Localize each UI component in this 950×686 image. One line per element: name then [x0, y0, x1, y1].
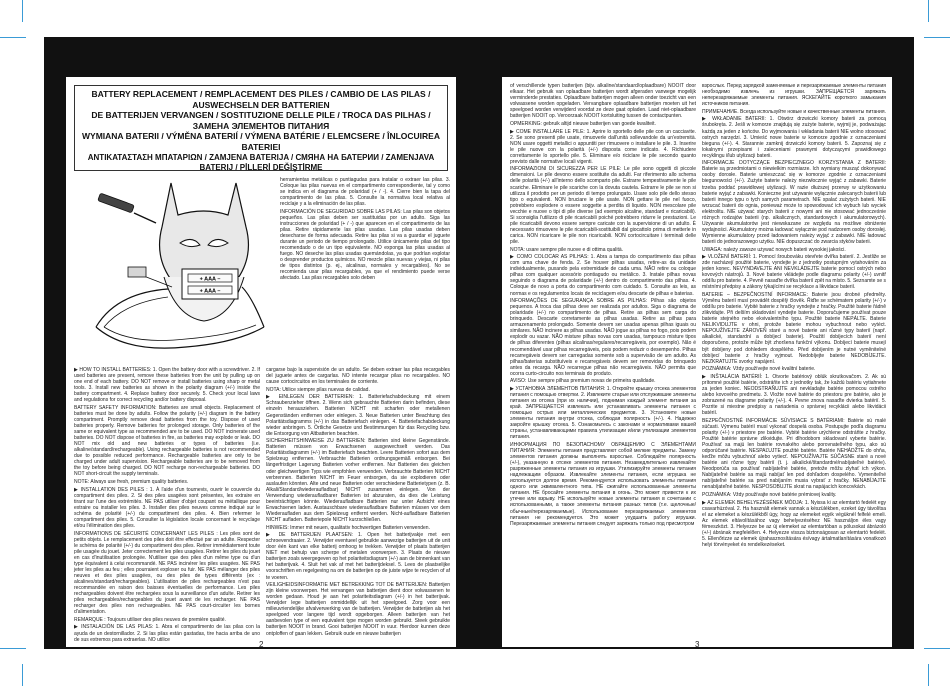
manual-spread: [44, 37, 914, 649]
paragraph: ▶ WKŁADANIE BATERII: 1. Otwórz drzwiczki komory baterii za pomocą śrubokręta. 2. Jeśli w komorze znajdują się zużyte baterie, wyjmij je, podważając każdą za jeden z końców. Do wyjmowania i wkładania baterii NIE wolno stosować ostrych narzędzi. 3. Umieść nowe baterie w komorze zgodnie z oznaczeniami bieguna (+/-). 4. Starannie zamknij drzwiczki komory baterii. 5. Zapoznaj się z lokalnymi przepisami i zaleceniami prawnymi dotyczącymi prawidłowego recyklingu i/lub utylizacji baterii.: [702, 116, 886, 159]
paragraph: herramientas metálicas o puntiagudas para instalar o extraer las pilas. 3. Coloque las pilas nuevas en el compartimento correspondiente, tal y como se indica en el diagrama de polaridad (+ / -). 4. Cierre bien la tapa del compartimento de las pilas. 5. Consulte la normativa local relativa al reciclaje y a la eliminación de las pilas.: [280, 177, 450, 208]
crop-mark: [0, 37, 26, 38]
text-column-2: [266, 367, 450, 639]
paragraph: NOTA: usare sempre pile nuove e di ottima qualità.: [510, 246, 624, 253]
paragraph: OPMERKING: gebruik altijd nieuwe batterijen van goede kwaliteit.: [510, 120, 656, 127]
text-column-1: [74, 367, 260, 643]
right-page: [502, 77, 892, 647]
paragraph: INFORMAÇÕES DE SEGURANÇA SOBRE AS PILHAS: Pilhas são objetos pequenos. A troca das pilhas deve ser realizada por adultos. Siga o diagrama de polaridade (+/-) no compartimento de pilhas. Retire as pilhas sem carga do brinquedo. Descarte corretamente as pilhas usadas. Retire as pilhas para armazenamento prolongado. Somente devem ser usadas apenas pilhas iguais ou similares. NÃO incinere as pilhas usadas. NÃO jogue as pilhas no fogo, pois podem explodir ou vazar. NÃO misture pilhas novas com usadas, tampouco misture tipos de pilhas diferentes (pilhas alcalinas/regulares/recarregáveis, por exemplo). Não é recomendável usar pilhas recarregáveis, pois podem reduzir o desempenho. Pilhas recarregáveis devem ser carregadas somente sob a supervisão de um adulto. As pilhas/baterias substituíveis e recarregáveis devem ser removidas do brinquedo antes da recarga. NÃO recarregue pilhas não recarregáveis. NÃO permita que ocorra curto-circuito nos terminais do produto.: [510, 298, 696, 377]
crop-mark: [928, 664, 929, 686]
paragraph: INFORMACJE DOTYCZĄCE BEZPIECZNEGO KORZYSTANIA Z BATERII: Baterie są przedmiotami o niewielkim rozmiarze. Ich wymiany musząć dokonywać osoby dorosłe. Baterie umieszczać się w komorze zgodnie z oznaczeniami biegunowości (+/-). Zużyte baterie należy niezwłocznie wyjąć z zabawki. Baterie trzeba poddać prawidłowej utylizacji. W razie dłuższej przerwy w użytkowaniu baterie wyjąć z zabawki. Konieczne jest używanie wyłącznie zalecanych baterii lub baterii innego typu o tych samych parametrach. NIE spalać zużytych baterii. NIE wrzucać baterii do ognia, ponieważ może to spowodować ich wybuch lub wyciek elektrolitu. NIE używać starych baterii z nowymi ani nie stosować jednocześnie różnych rodzajów baterii (np. alkalicznych, standardowych i akumulatorowych). Używanie akumulatorów jest niewskazane ze względu na możliwe obniżenie wydajności. Akumulatory można ładować wyłącznie pod nadzorem osoby dorosłej. Wymienne akumulatory przed ładowaniem należy wyjąć z zabawki. NIE ładować baterii do jednorazowego użytku. NIE dopuszczać do zwarcia styków baterii.: [702, 160, 886, 245]
text-column-top-right: [280, 177, 450, 367]
paragraph: REMARQUE : Toujours utiliser des piles neuves de première qualité.: [74, 616, 226, 623]
paragraph: ▶ УСТАНОВКА ЭЛЕМЕНТОВ ПИТАНИЯ: 1. Откройте крышку отсека элементов питания с помощью отвертки. 2. Извлеките старые или отслужившие элементы питания из отсека (при их наличии), поднимая каждый элемент питания за край. ЗАПРЕЩАЕТСЯ извлекать или устанавливать элементы питания с помощью острых или металлических предметов. 3. Установите новые элементы питания внутри отсека, соблюдая полярность (+/-). 4. Надежно закройте крышку отсека. 5. Ознакомьтесь с законами и нормативами вашей страны, устанавливающими правила утилизации и/или утилизации элементов питания.: [510, 386, 696, 441]
battery-compartment-illustration: [76, 177, 276, 363]
title-box: [74, 85, 448, 171]
paragraph: POZNÁMKA: Vždy používejte nové kvalitní baterie.: [702, 366, 816, 373]
paragraph: ▶ DE BATTERIJEN PLAATSEN: 1. Open het batterijvakje met een schroevendraaier. 2. Verwijder eventueel gebruikte aanwezige batterijen uit de unit door één kant van elke batterij omhoog te trekken. Verwijder of plaats batterijen NIET met behulp van scherpe of metalen voorwerpen. 3. Plaats de nieuwe batterijen zoals weergegeven op het polariteitsdiagram (+/-) aan de binnenkant van het batterijvak. 4. Sluit het vak af met het batterijdeksel. 5. Lees de plaatselijke voorschriften en regelgeving na om de batterijen op de juiste wijze te recyclen of af te voeren.: [266, 532, 450, 581]
paragraph: NOTA: Utilice siempre pilas nuevas de calidad.: [266, 386, 370, 393]
text-column-3: [510, 83, 696, 639]
paragraph: HINWEIS: Immer mit neuen, qualitativ hochwertigen Batterien verwenden.: [266, 524, 430, 531]
page-number: 3: [695, 640, 700, 649]
title-line: ΑΝΤΙΚΑΤΑΣΤΑΣΗ ΜΠΑΤΑΡΙΩΝ / ZAMJENA BATERIJA / СМЯНА НА БАТЕРИИ / ZAMENJAVA BATERIJ / PİLLERİ DEĞİŞTİRME: [87, 152, 435, 173]
crop-mark: [924, 37, 950, 38]
paragraph: BATERIE – BEZPEČNOSTNÍ INFORMACE: Baterie jsou drobné předměty. Výměnu baterií musí provádět dospělý člověk. Řiďte se schématem polarity (+/-) v oddílu pro baterie. Vybité baterie z hračky vyndejte z hračky. Použité baterie řádně zlikvidujte. Při delším skladování vyndejte baterie. Doporučujeme používat pouze baterie stejného nebo ekvivalentního typu. Použité baterie NEPÁLTE. Baterie NELIKVIDUJTE v ohni, protože baterie mohou vybuchnout nebo vytéct. NEPOUŽÍVEJTE ZÁROVEŇ staré a nové baterie ani různé typy baterií (např. alkalické, standardní a dobíjecí baterie). Použití dobíjecích baterií není doporučeno, protože může být zhoršena funkční výkonu. Dobíjecí baterie musejí být dobíjeny pod dohledem dospělého. Před dobíjením je nutné vyměnitelné dobíjecí baterie z hračky vyjmout. Nedobíjejte baterie NEDOBÍJEJTE. NEZKRATUJTE svorky napájení.: [702, 292, 886, 365]
page-number: 2: [259, 640, 264, 649]
paragraph: ▶ INSTALACIÓN DE LAS PILAS: 1. Abra el compartimento de las pilas con la ayuda de un destornillador. 2. Si las pilas están gastadas, tire hacia arriba de uno de sus extremos para extraerlas. NO utilice: [74, 624, 260, 643]
paragraph: ПРИМЕЧАНИЕ. Всегда используйте новые и качественные элементы питания.: [702, 108, 886, 115]
battery-label: + AAA –: [199, 288, 221, 295]
paragraph: SICHERHEITSHINWEISE ZU BATTERIEN: Batterien sind kleine Gegenstände. Batterien müssen von Erwachsenen ausgewechselt werden. Das Polaritätsdiagramm (+/-) im Batteriefach beachten. Leere Batterien sofort aus dem Spielzeug entfernen. Verbrauchte Batterien ordnungsgemäß entsorgen. Bei längerfristiger Lagerung Batterien vorher entfernen. Nur Batterien des gleichen oder gleichwertigen Typs wie empfohlen verwenden. Verbrauchte Batterien NICHT verbrennen. Batterien NICHT im Feuer entsorgen, da sie explodieren oder auslaufen könnten. Alte und neue Batterien oder verschiedene Batterietypen (z. B. Alkali/Standard/wiederaufladbar) NICHT zusammen einlegen. Von der Verwendung wiederaufladbarer Batterien ist abzuraten, da dies die Leistung beeinträchtigen könnte. Wiederaufladbare Batterien nur unter Aufsicht eines Erwachsenen laden. Austauschbare wiederaufladbare Batterien müssen vor dem Wiederaufladen aus dem Spielzeug entfernt werden. Nicht-aufladbare Batterien NICHT aufladen. Batteriepole NICHT kurzschließen.: [266, 438, 450, 523]
paragraph: INFORMAZIONI DI SICUREZZA PER LE PILE: Le pile sono oggetti di piccole dimensioni. Le pile devono essere sostituite da adulti. Far riferimento allo schema delle polarità (+/-) all'interno dello scomparto pile. Estrarre tempestivamente le pile scariche. Eliminare le pile scariche con la dovuta cautela. Estrarre le pile se non si utilizza il prodotto per un periodo di tempo prolungato. Usare solo pile dello stesso tipo o equivalenti. NON bruciare le pile usate. NON gettare le pile nel fuoco, potrebbero esplodere o essere soggette a perdita di liquido. NON mescolare pile vecchie e nuove o tipi di pile diverse (ad esempio alcaline, standard e ricaricabili). Si sconsiglia l'utilizzo di pile ricaricabili poiché potrebbero ridurre le prestazioni. Le pile ricaricabili devono essere sempre caricate con la supervisione di un adulto. È necessario rimuovere le pile ricaricabili-sostituibili dal giocattolo prima di metterle in carica. NON ricaricare le pile non ricaricabili. NON cortocircuitare i terminali delle pile.: [510, 166, 696, 245]
text-column-4: [702, 83, 886, 639]
paragraph: ▶ HOW TO INSTALL BATTERIES: 1. Open the battery door with a screwdriver. 2. If used batteries are present, remove these batteries from the unit by pulling up on one end of each battery. DO NOT remove or install batteries using sharp or metal tools. 3. Install new batteries as shown in the polarity diagram (+/-) inside the battery compartment. 4. Replace battery door securely. 5. Check your local laws and regulations for correct recycling and/or battery disposal.: [74, 367, 260, 404]
paragraph: BEZPEČNOSTNÉ INFORMÁCIE SÚVISIACE S BATÉRIAMI: Batérie sú malé súčasti. Výmenu batérií musí vykonať dospelá osoba. Postupujte podľa diagramu polarity (+/-) v priestore pre batérie. Vybité batérie urýchlene odstráňte z hračky. Použité batérie správne zlikvidujte. Pri dlhodobom skladovaní vyberte batérie. Používať sa majú len batérie rovnakého alebo porovnateľného typu, ako sú odporúčané batérie. NESPAĽUJTE použité batérie. Batérie NEHÁDŽTE do ohňa, keďže môžu vybuchnúť alebo vytiecť. NEPOUŽÍVAJTE SÚČASNE staré a nové batérie ani rôzne typy batérií (t. j. alkalické/štandardné/nabíjateľné batérie). Neodporúča sa používať nabíjateľné batérie, pretože môžu zlyhať ich výkon. Nabíjateľné batérie sa majú nabíjať len pod dohľadom dospelého. Vymeniteľné nabíjateľné batérie sa pred nabíjaním musia vybrať z hračky. NENABÍJAJTE nenabíjateľné batérie. NESPOSOBUJTE skrat na napájacích koncovkách.: [702, 417, 886, 491]
paragraph: ▶ AZ ELEMEK BEHELYEZÉSÉNEK MÓDJA: 1. Nyissa ki az elemtartó fedelét egy csavarhúzóval. 2. Ha használt elemek vannak a készülékben, ezeket úgy távolítsa el az elemeket a készülékből úgy, hogy az elemeket egyik végüknél felfelé emeli. Az elemek eltávolításához vagy behelyezéséhez NE használjon éles vagy fémeszközt. 3. Helyezze be az új elemeket az elemtartóban a pólusokat ábrázoló (+/-) ábrának megfelelően. 4. Helyezze vissza biztonságosan az elemtartó fedelét. 5. Ellenőrizze az elemek újrahasznosítására és/vagy ártalmatlanítására vonatkozó helyi törvényeket és rendelkezéseket.: [702, 499, 886, 548]
paragraph: ▶ EINLEGEN DER BATTERIEN: 1. Batteriefachabdeckung mit einem Schraubenzieher öffnen. 2. Wenn sich gebrauchte Batterien darin befinden, diese einzeln herausziehen. Batterien NICHT mit scharfen oder metallenen Gegenständen entfernen oder einlegen. 3. Neue Batterien unter Beachtung des Polaritätsdiagramms (+/-) in das Batteriefach einlegen. 4. Batteriefachabdeckung wieder anbringen. 5. Örtliche Gesetze und Bestimmungen für das Recycling bzw. die Entsorgung von Altbatterien beachten.: [266, 394, 450, 437]
paragraph: UWAGA: należy zawsze używać nowych baterii wysokiej jakości.: [702, 246, 846, 253]
paragraph: INFORMACIÓN DE SEGURIDAD SOBRE LAS PILAS: Las pilas son objetos pequeños. Las pilas deben ser sustituidas por un adulto. Siga las instrucciones de polaridad (+ / -) que aparecen en el compartimento de las pilas. Retire rápidamente las pilas usadas. Las pilas usadas deben desecharse de forma adecuada. Retire las pilas si va a guardar el juguete durante un periodo de tiempo prolongado. Utilice únicamente pilas del tipo recomendado o de un tipo equivalente. NO exponga las pilas usadas al fuego. NO deseche las pilas usadas quemándolas, ya que podrían explotar o desprender productos químicos. NO mezcle pilas nuevas y viejas, ni pilas de tipos distintos (p. ej., alcalinas, normales y recargables). No se recomienda usar pilas recargables, ya que el rendimiento puede verse afectado. Las pilas recargables solo deben: [280, 208, 450, 282]
left-page: [66, 77, 456, 647]
paragraph: взрослых. Перед зарядкой заменяемые и перезаряжаемые элементы питания необходимо извлечь из игрушки. ЗАПРЕЩАЕТСЯ заряжать неперезаряжаемые элементы питания. ЯСКЕГАЙТЕ короткого замыкания источников питания.: [702, 83, 886, 108]
paragraph: ▶ VLOŽENÍ BATERIÍ: 1. Pomocí šroubováku otevřete dvířka baterií. 2. Jestliže se zde nacházejí použité baterie, vyndejte je z jednotky postupným vytahováním za jeden konec. NEVYNDAVEJTE ANI NEVKLÁDEJTE baterie pomocí ostrých nebo kovových nástrojů. 3. Nové baterie vkládejte podle diagramu polarity (+/-) uvnitř oddílu pro baterie. 4. Pevně nasaďte dvířka baterií zpět na místo. 5. Seznamte se s místními předpisy a zákony týkajícími se recyklace a likvidace baterií.: [702, 254, 887, 291]
crop-mark: [22, 0, 23, 22]
crop-mark: [0, 648, 26, 649]
title-line: WYMIANA BATERII / VÝMĚNA BATERIÍ / VÝMENA BATÉRIE / ELEMCSERE / ÎNLOCUIREA BATERIEI: [82, 131, 440, 152]
title-line: BATTERY REPLACEMENT / REMPLACEMENT DES PILES / CAMBIO DE LAS PILAS / AUSWECHSELN DER BATTERIEN: [91, 89, 431, 110]
paragraph: VEILIGHEIDSINFORMATIE MET BETREKKING TOT DE BATTERIJEN: Batterijen zijn kleine voorwerpen. Het vervangen van batterijen dient door volwassenen te worden gedaan. Houd je aan het polariteitsdiagram (+/-) in het batterijvak. Verwijder lege batterijen onmiddellijk uit het speelgoed. Zorg voor een milieuvriendelijke afvalverwerking van de batterijen. Verwijder de batterijen als het speelgoed voor langere tijd wordt opgeborgen. Alleen batterijen van het aanbevolen type of een equivalent type mogen worden gebruikt. Steek gebruikte batterijen NOOIT in brand. Gooi batterijen NOOIT in vuur. Hierdoor kunnen deze ontploffen of gaan lekken. Gebruik oude en nieuwe batterijen: [266, 582, 450, 637]
paragraph: POZNÁMKA: Vždy používajte nové batérie prémiovej kvality.: [702, 491, 837, 498]
paragraph: INFORMATIONS DE SÉCURITÉ CONCERNANT LES PILES : Les piles sont de petits objets. Le remplacement des piles doit être effectué par un adulte. Respecter le schéma de polarité (+/-) du compartiment des piles. Retirer immédiatement toute pile usagée du jouet. Jeter correctement les piles usagées. Retirer les piles du jouet en cas d'inutilisation prolongée. N'utiliser que des piles d'un même type ou d'un type équivalent à celui recommandé. NE PAS incinérer les piles usagées. NE PAS jeter les piles au feu ; elles pourraient exploser ou fuir. NE PAS mélanger des piles neuves et des piles usagées, ou des piles de types différents (ex : alcalines/standard/rechargeables). L'utilisation de piles rechargeables n'est pas recommandée en raison des baisses éventuelles de performance. Les piles rechargeables doivent être rechargées sous la surveillance d'un adulte. Retirer les piles rechargeables/rechargeables du jouet avant de les recharger. NE PAS recharger des piles non rechargeables. NE PAS court-circuiter les bornes d'alimentation.: [74, 530, 260, 616]
crop-mark: [22, 664, 23, 686]
paragraph: BATTERY SAFETY INFORMATION: Batteries are small objects. Replacement of batteries must be done by adults. Follow the polarity (+/-) diagram in the battery compartment. Promptly remove dead batteries from the toy. Dispose of used batteries properly. Remove batteries for prolonged storage. Only batteries of the same or equivalent type as recommended are to be used. DO NOT incinerate used batteries. DO NOT dispose of batteries in fire, as batteries may explode or leak. DO NOT mix old and new batteries or types of batteries (i.e. alkaline/standard/rechargeable). Using rechargeable batteries is not recommended due to possible reduced performance. Rechargeable batteries are only to be charged under adult supervision. Rechargeable batteries are to be removed from the toy before being charged. DO NOT recharge non-rechargeable batteries. DO NOT short-circuit the supply terminals.: [74, 404, 260, 478]
title-line: DE BATTERIJEN VERVANGEN / SOSTITUZIONE DELLE PILE / TROCA DAS PILHAS / ЗАМЕНА ЭЛЕМЕНТОВ ПИТАНИЯ: [91, 110, 431, 131]
paragraph: ▶ COME INSTALLARE LE PILE: 1. Aprire lo sportello delle pile con un cacciavite. 2. Se sono presenti pile usate, rimuoverle dall'unità sollevandole da un'estremità. NON usare oggetti metallici o appuntiti per rimuovere o installare le pile. 3. Inserire le pile nuove con la polarità (+/-) disposta come indicato. 4. Richiudere correttamente lo sportello pile. 5. Eliminare e/o riciclare le pile secondo quanto previsto dalle normative locali vigenti.: [510, 128, 696, 165]
battery-label: + AAA –: [199, 276, 221, 283]
paragraph: AVISO: Use sempre pilhas premium novas de primeira qualidade.: [510, 378, 656, 385]
paragraph: ИНФОРМАЦИЯ ПО БЕЗОПАСНОМУ ОБРАЩЕНИЮ С ЭЛЕМЕНТАМИ ПИТАНИЯ: Элементы питания представляют собой мелкие предметы. Замену элементов питания должны выполнять взрослые. Соблюдайте полярность (+/-), указанную в отсеке элементов питания. Незамедлительно извлекайте разряженные элементы питания из игрушки. Утилизируйте элементы питания надлежащим образом. Извлекайте элементы питания, если игрушка не используется долгое время. Рекомендуется использовать элементы питания одного или эквивалентного типа. НЕ сжигайте использованные элементы питания. НЕ бросайте элементы питания в огонь. Это может привести к их утечке или взрыву. НЕ используйте новые элементы питания в сочетании с использованными, а также элементы питания разных типов (т.е. щелочные/обычные/перезаряжаемые). Использование перезаряжаемых элементов питания не рекомендуется. Это может ухудшить работу игрушки. Перезаряжаемые элементы питания следует заряжать только под присмотром: [510, 442, 696, 527]
paragraph: ▶ INŠTALÁCIA BATÉRIÍ: 1. Otvorte batériový oblúk skrutkovačom. 2. Ak sú prítomné použité batérie, odstráňte ich z jednotky tak, že každú batériu vytiahnete za jeden koniec. NEODSTRAŇUJTE ani nevkladajte batérie pomocou ostrého alebo kovového predmetu. 3. Vložte nové batérie do priestoru pre batérie, ako je zobrazené na diagrame polarity (+/-). 4. Pevne znova nasaďte dvierka batérií. 5. Pozrite si miestne predpisy a nariadenia o správnej recyklácii alebo likvidácii batérií.: [702, 373, 886, 417]
paragraph: ▶ COMO COLOCAR AS PILHAS: 1. Abra a tampa do compartimento das pilhas com uma chave de fenda. 2. Se houver pilhas usadas, retire-as da unidade individualmente, puxando pela extremidade de cada uma. NÃO retire ou coloque pilhas com qualquer acessório pontiagudo ou metálico. 3. Instale pilhas novas seguindo o diagrama de polaridade (+/-) dentro do compartimento das pilhas. 4. Coloque de novo a porta do compartimento com cuidado. 5. Consulte as leis, as normas e os regulamentos locais de reciclagem e/ou descarte de pilhas e baterias.: [510, 254, 696, 297]
crop-mark: [924, 648, 950, 649]
paragraph: of verschillende typen batterijen (bijv. alkaline/standaard/oplaadbare) NOOIT door elkaar. Het gebruik van oplaadbare batterijen wordt afgeraden vanwege mogelijk verminderde prestaties. Oplaadbare batterijen mogen alleen onder toezicht van een volwassene worden opgeladen. Vervangbare oplaadbare batterijen moeten uit het speelgoed worden verwijderd voordat ze deze gaat opladen. Laad niet-oplaadbare batterijen NOOIT op. Veroorzaak NOOIT kortsluiting tussen de contactpunten.: [510, 83, 696, 120]
paragraph: cargarse bajo la supervisión de un adulto. Se deben extraer las pilas recargables del juguete antes de cargarlas. NO intente recargar pilas no recargables. NO cause cortocircuitos en los terminales de corriente.: [266, 367, 450, 386]
crop-mark: [928, 0, 929, 22]
paragraph: NOTE: Always use fresh, premium quality batteries.: [74, 479, 189, 486]
paragraph: ▶ INSTALLATION DES PILES : 1. À l'aide d'un tournevis, ouvrir le couvercle du compartiment des piles. 2. Si des piles usagées sont présentes, les extraire en tirant sur l'une des extrémités. NE PAS utiliser d'objet coupant ou métallique pour extraire ou installer les piles. 3. Installer des piles neuves comme indiqué sur le schéma de polarité (+/-) du compartiment des piles. 4. Bien refermer le compartiment des piles. 5. Consulter la législation locale concernant le recyclage et/ou l'élimination des piles.: [74, 486, 260, 529]
